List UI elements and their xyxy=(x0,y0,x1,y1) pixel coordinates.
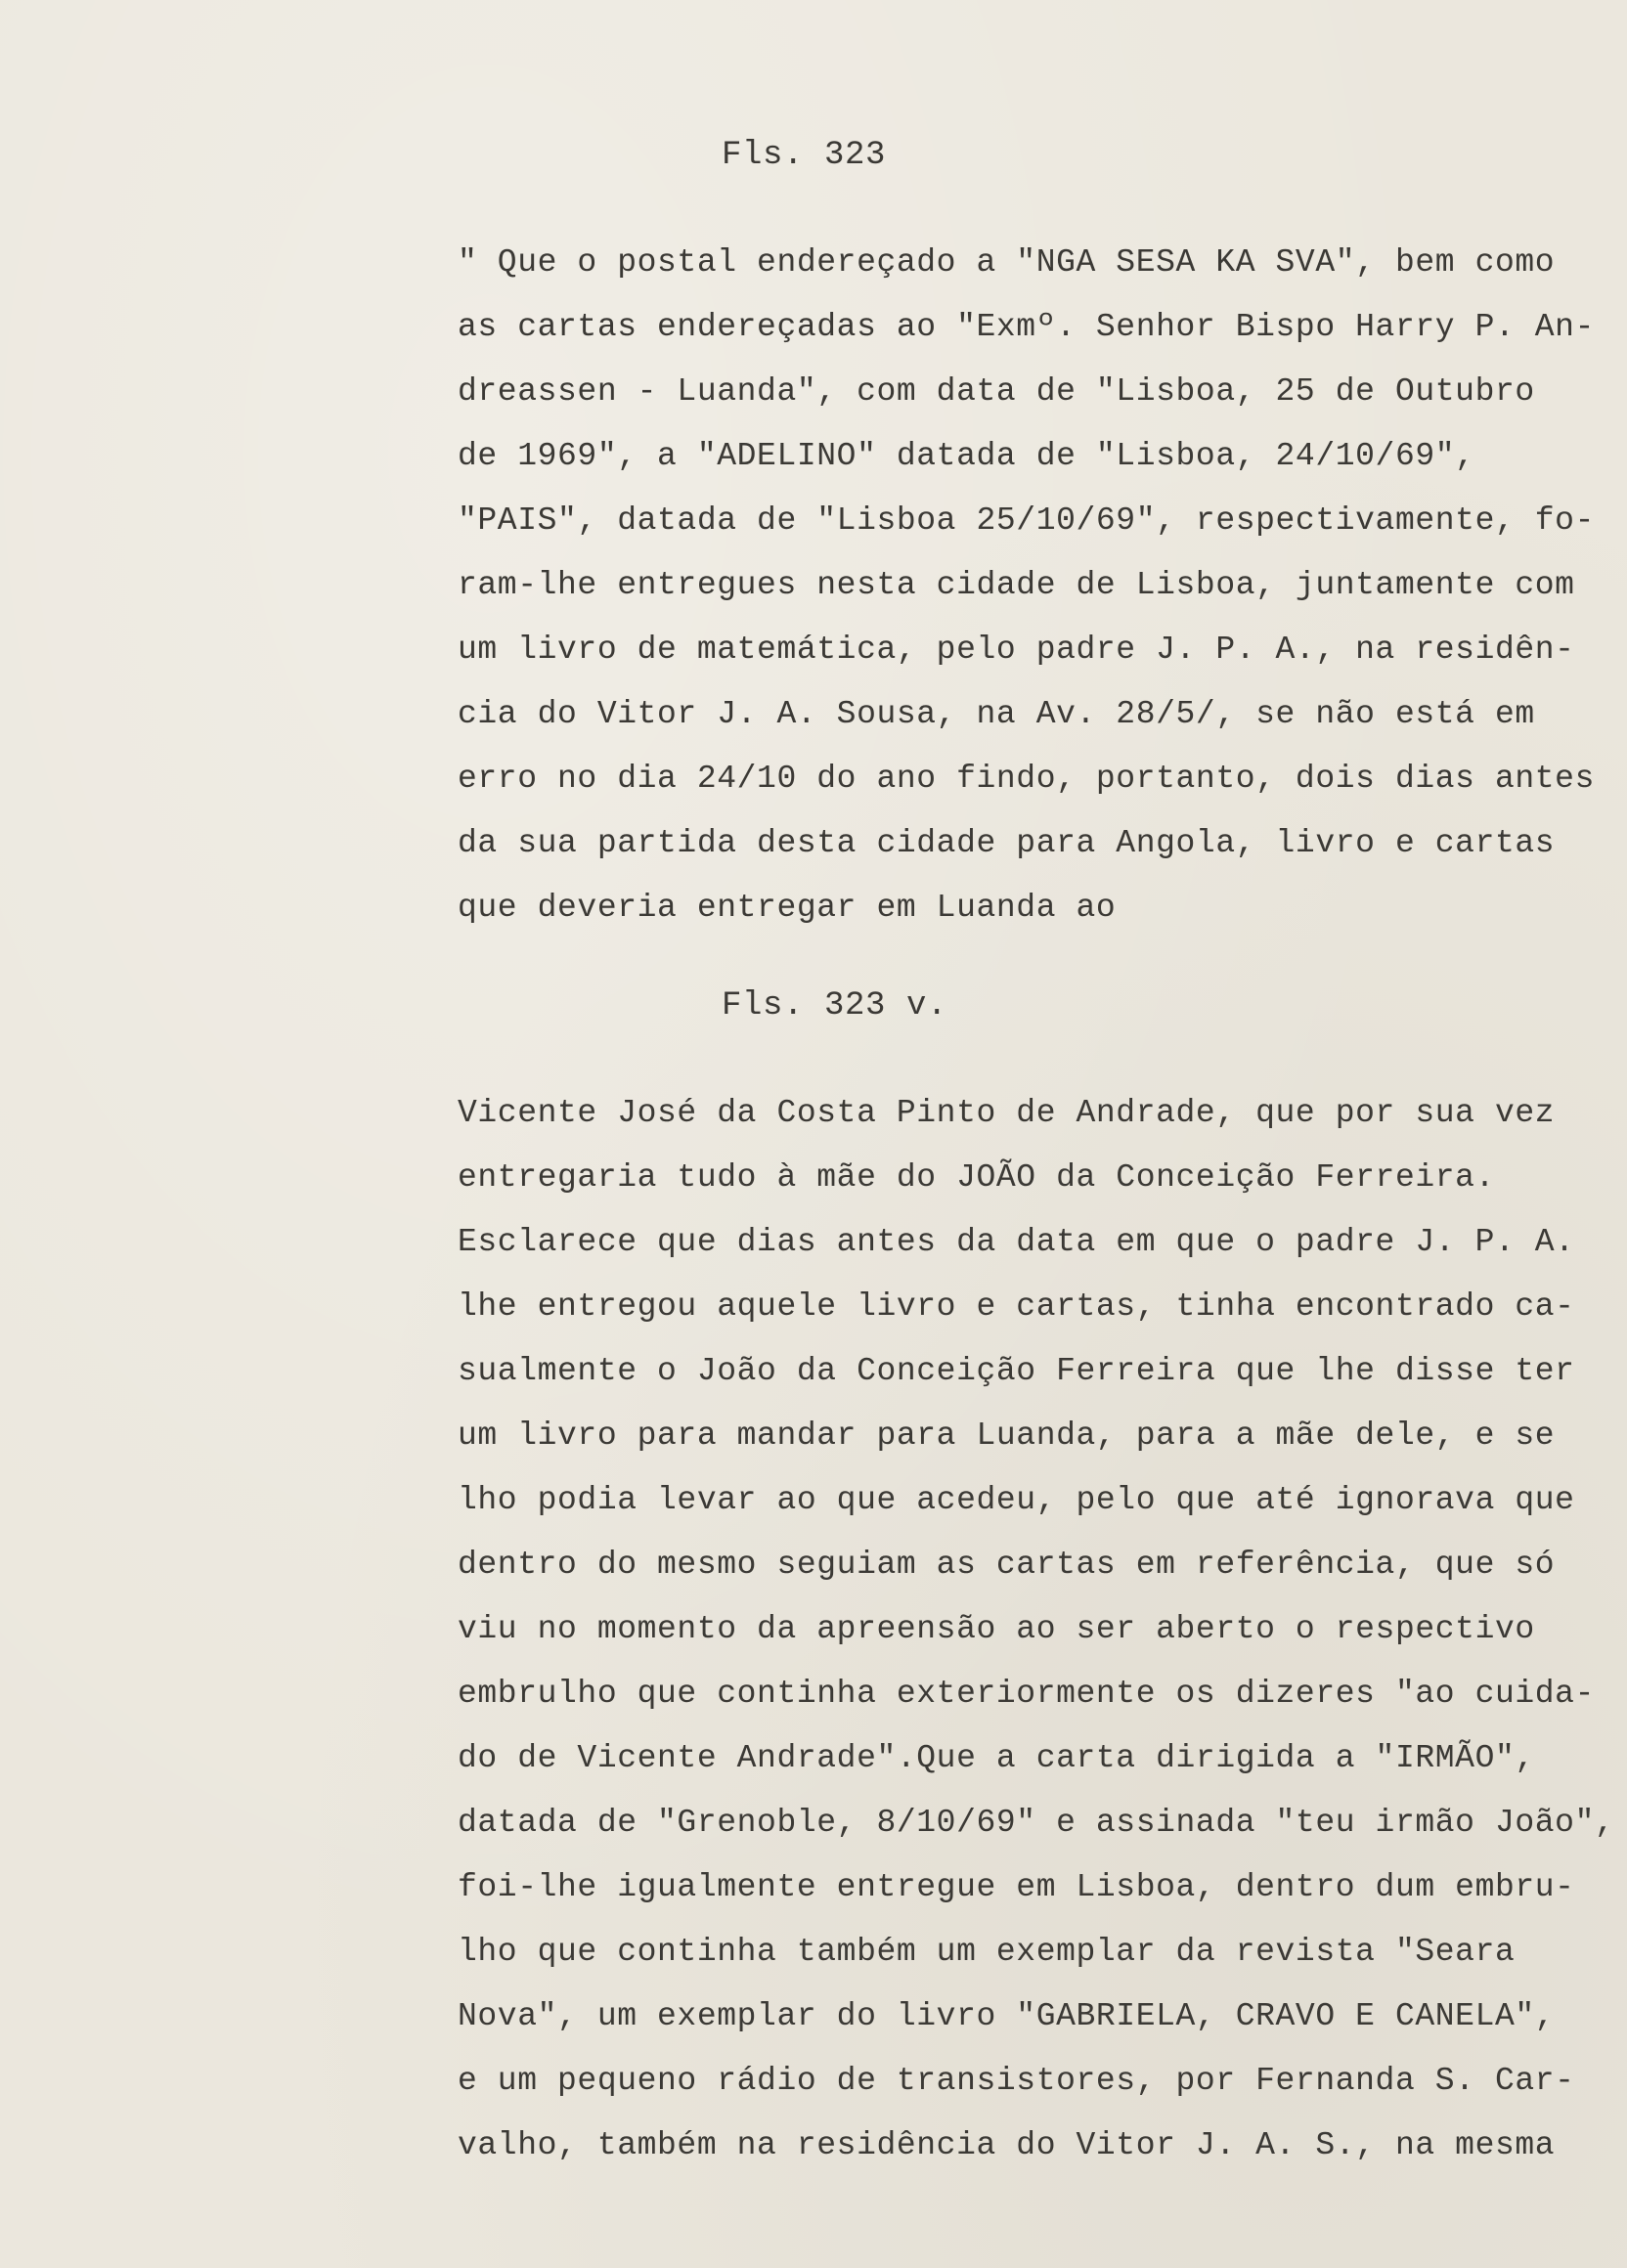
text-line: lhe entregou aquele livro e cartas, tinha encontrado ca- xyxy=(458,1288,1575,1325)
text-line: "PAIS", datada de "Lisboa 25/10/69", respectivamente, fo- xyxy=(458,502,1595,539)
text-line: do de Vicente Andrade".Que a carta dirigida a "IRMÃO", xyxy=(458,1740,1535,1776)
text-line: valho, também na residência do Vitor J. A. S., na mesma xyxy=(458,2127,1556,2163)
text-line: sualmente o João da Conceição Ferreira que lhe disse ter xyxy=(458,1353,1575,1389)
text-line: da sua partida desta cidade para Angola, livro e cartas xyxy=(458,825,1556,861)
text-line: um livro para mandar para Luanda, para a mãe dele, e se xyxy=(458,1418,1556,1454)
text-line: e um pequeno rádio de transistores, por Fernanda S. Car- xyxy=(458,2063,1575,2099)
text-line: Esclarece que dias antes da data em que o padre J. P. A. xyxy=(458,1224,1575,1260)
text-line: Nova", um exemplar do livro "GABRIELA, CRAVO E CANELA", xyxy=(458,1998,1556,2034)
text-line: ram-lhe entregues nesta cidade de Lisboa, juntamente com xyxy=(458,567,1575,603)
text-line: dreassen - Luanda", com data de "Lisboa, 25 de Outubro xyxy=(458,373,1535,410)
text-line: as cartas endereçadas ao "Exmº. Senhor Bispo Harry P. An- xyxy=(458,309,1595,345)
folio-number-verso: Fls. 323 v. xyxy=(722,987,948,1025)
text-line: embrulho que continha exteriormente os dizeres "ao cuida- xyxy=(458,1676,1595,1712)
text-line: entregaria tudo à mãe do JOÃO da Conceição Ferreira. xyxy=(458,1159,1495,1196)
text-line: erro no dia 24/10 do ano findo, portanto, dois dias antes xyxy=(458,761,1595,797)
text-line: dentro do mesmo seguiam as cartas em referência, que só xyxy=(458,1547,1556,1583)
text-line: lho podia levar ao que acedeu, pelo que até ignorava que xyxy=(458,1482,1575,1518)
text-line: cia do Vitor J. A. Sousa, na Av. 28/5/, se não está em xyxy=(458,696,1535,732)
text-line: Vicente José da Costa Pinto de Andrade, que por sua vez xyxy=(458,1095,1556,1131)
text-line: " Que o postal endereçado a "NGA SESA KA SVA", bem como xyxy=(458,244,1556,281)
text-line: lho que continha também um exemplar da revista "Seara xyxy=(458,1934,1516,1970)
text-line: de 1969", a "ADELINO" datada de "Lisboa, 24/10/69", xyxy=(458,438,1475,474)
folio-number: Fls. 323 xyxy=(722,137,887,174)
text-line: um livro de matemática, pelo padre J. P. A., na residên- xyxy=(458,632,1575,668)
text-line: que deveria entregar em Luanda ao xyxy=(458,890,1117,926)
text-line: foi-lhe igualmente entregue em Lisboa, dentro dum embru- xyxy=(458,1869,1575,1905)
text-line: viu no momento da apreensão ao ser aberto o respectivo xyxy=(458,1611,1535,1647)
text-line: datada de "Grenoble, 8/10/69" e assinada "teu irmão João", xyxy=(458,1805,1615,1841)
paragraph-1 xyxy=(458,231,1595,940)
paragraph-2 xyxy=(458,1081,1615,2178)
